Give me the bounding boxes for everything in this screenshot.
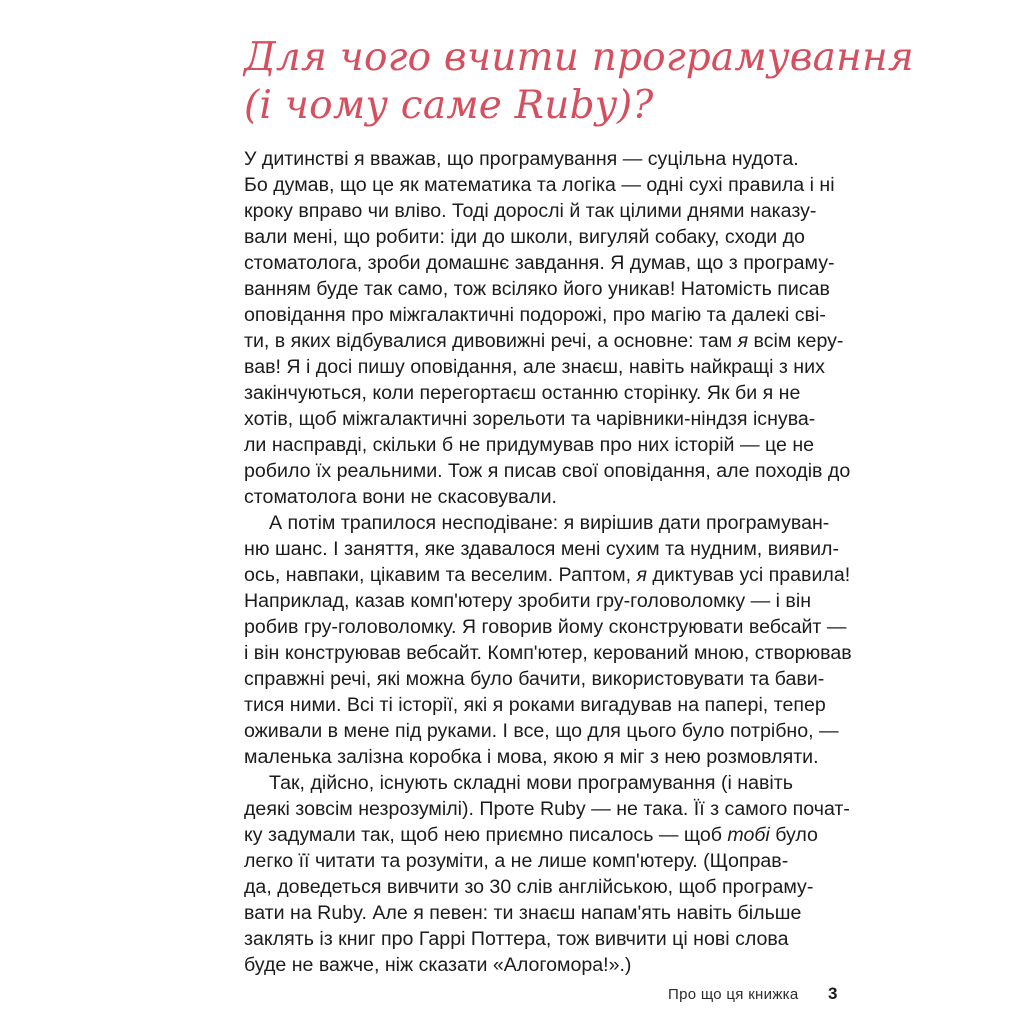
text-line: робив гру-головоломку. Я говорив йому сконструювати вебсайт — xyxy=(244,616,847,638)
text-line: справжні речі, які можна було бачити, використовувати та бави- xyxy=(244,668,825,690)
text-segment: ось, навпаки, цікавим та веселим. Раптом, xyxy=(244,564,637,586)
emphasis-text: я xyxy=(737,330,749,352)
text-line: да, доведеться вивчити зо 30 слів англійською, щоб програму- xyxy=(244,876,814,898)
text-line xyxy=(244,328,844,354)
text-segment: всім керу- xyxy=(748,330,844,352)
text-line xyxy=(244,822,818,848)
text-line: легко її читати та розуміти, а не лише комп'ютеру. (Щоправ- xyxy=(244,850,789,872)
text-line: А потім трапилося несподіване: я вирішив дати програмуван- xyxy=(269,512,830,534)
emphasis-text: я xyxy=(636,564,647,586)
text-line: буде не важче, ніж сказати «Алогомора!».) xyxy=(244,954,632,976)
text-line: Так, дійсно, існують складні мови програмування (і навіть xyxy=(269,772,793,794)
page-title xyxy=(244,34,914,130)
running-head-label: Про що ця книжка xyxy=(668,986,799,1003)
text-line: тися ними. Всі ті історії, які я роками вигадував на папері, тепер xyxy=(244,694,826,716)
text-line: хотів, щоб міжгалактичні зорельоти та чарівники-ніндзя існува- xyxy=(244,408,816,430)
text-line: ли насправді, скільки б не придумував про них історій — це не xyxy=(244,434,815,456)
text-segment: ку задумали так, щоб нею приємно писалось — щоб xyxy=(244,824,728,846)
text-line: У дитинстві я вважав, що програмування — суцільна нудота. xyxy=(244,148,799,170)
page-number: 3 xyxy=(828,984,838,1003)
text-segment: було xyxy=(769,824,818,846)
text-line: Наприклад, казав комп'ютеру зробити гру-головоломку — і він xyxy=(244,590,812,612)
text-line: стоматолога, зроби домашнє завдання. Я думав, що з програму- xyxy=(244,252,835,274)
text-line: робило їх реальними. Тож я писав свої оповідання, але походів до xyxy=(244,460,851,482)
paragraph-1 xyxy=(244,146,851,510)
running-footer xyxy=(668,986,799,1003)
emphasis-text: тобі xyxy=(727,824,770,846)
text-segment: диктував усі правила! xyxy=(646,564,851,586)
text-line: і він конструював вебсайт. Комп'ютер, керований мною, створював xyxy=(244,642,852,664)
text-segment: ти, в яких відбувалися дивовижні речі, а основне: там xyxy=(244,330,738,352)
text-line: ванням буде так само, тож всіляко його уникав! Натомість писав xyxy=(244,278,830,300)
page-title-line-2: (і чому саме Ruby)? xyxy=(244,83,654,128)
text-line: кроку вправо чи вліво. Тоді дорослі й так цілими днями наказу- xyxy=(244,200,817,222)
text-line: оживали в мене під руками. І все, що для цього було потрібно, — xyxy=(244,720,839,742)
paragraph-3 xyxy=(244,770,850,978)
text-line xyxy=(244,562,851,588)
page-title-line-1: Для чого вчити програмування xyxy=(244,35,914,80)
text-line: Бо думав, що це як математика та логіка — одні сухі правила і ні xyxy=(244,174,835,196)
text-line: стоматолога вони не скасовували. xyxy=(244,486,557,508)
text-line: маленька залізна коробка і мова, якою я міг з нею розмовляти. xyxy=(244,746,819,768)
text-line: закінчуються, коли перегортаєш останню сторінку. Як би я не xyxy=(244,382,801,404)
text-line: деякі зовсім незрозумілі). Проте Ruby — не така. Її з самого почат- xyxy=(244,798,850,820)
text-line: ню шанс. І заняття, яке здавалося мені сухим та нудним, виявил- xyxy=(244,538,839,560)
text-line: вав! Я і досі пишу оповідання, але знаєш, навіть найкращі з них xyxy=(244,356,825,378)
text-line: оповідання про міжгалактичні подорожі, про магію та далекі сві- xyxy=(244,304,826,326)
paragraph-2 xyxy=(244,510,852,770)
body-text xyxy=(244,146,852,978)
text-line: вали мені, що робити: іди до школи, вигуляй собаку, сходи до xyxy=(244,226,805,248)
text-line: вати на Ruby. Але я певен: ти знаєш напам'ять навіть більше xyxy=(244,902,802,924)
text-line: заклять із книг про Гаррі Поттера, тож вивчити ці нові слова xyxy=(244,928,789,950)
